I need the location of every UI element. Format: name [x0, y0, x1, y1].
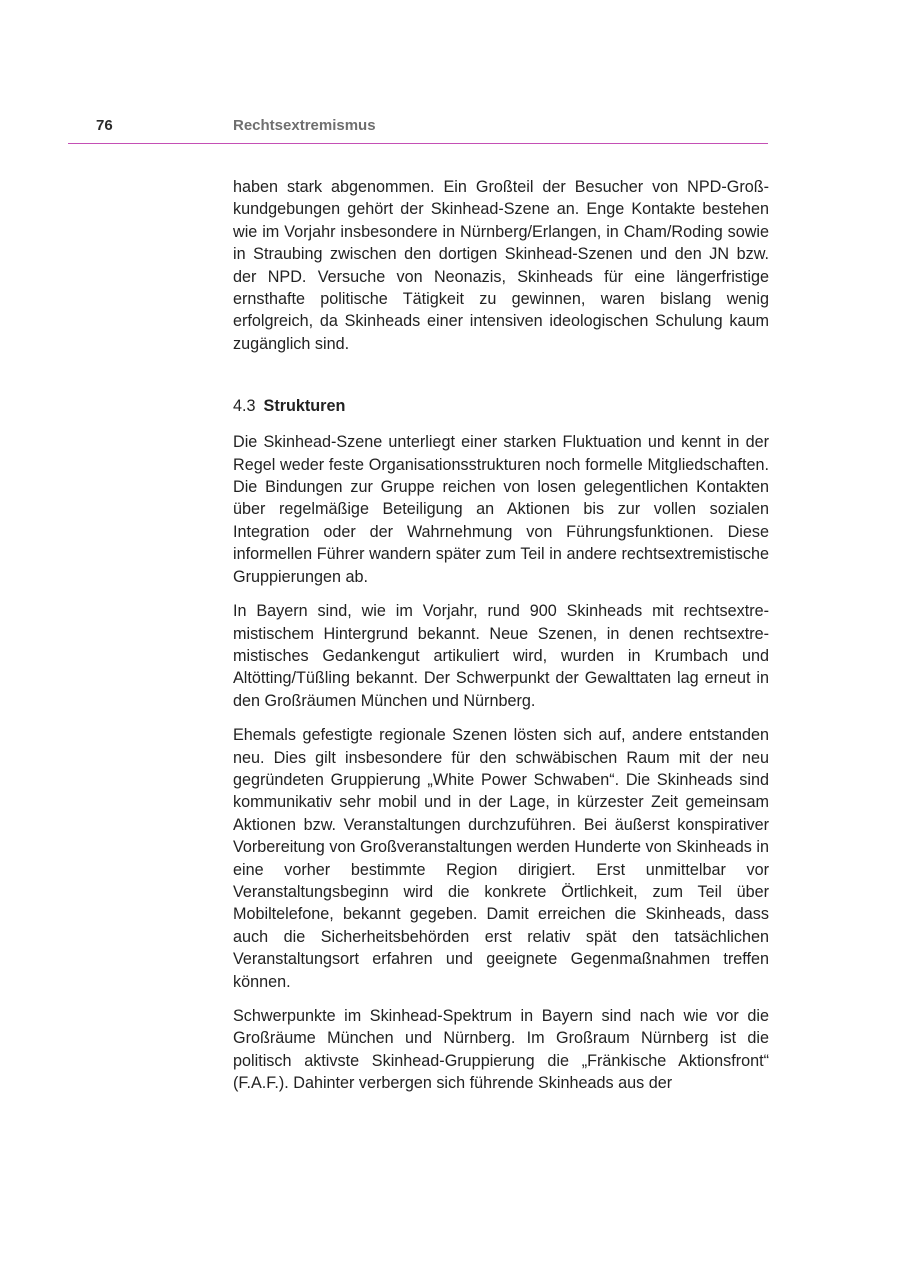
running-header-title: Rechtsextremismus	[233, 117, 376, 134]
intro-paragraph: haben stark abgenommen. Ein Großteil der Besucher von NPD-Großkundgebungen gehört der Skinhead-Szene an. Enge Kontakte bestehen wie im Vorjahr insbesondere in Nürnberg/Erlangen, in Cham/Roding sowie in Straubing zwischen den dortigen Skinhead-Szenen und den JN bzw. der NPD. Versuche von Neonazis, Skinheads für eine längerfristige ernsthafte politische Tätigkeit zu gewinnen, waren bislang wenig erfolgreich, da Skinheads einer intensiven ideologischen Schulung kaum zugänglich sind.	[233, 178, 769, 353]
body-paragraph-4: Schwerpunkte im Skinhead-Spektrum in Bayern sind nach wie vor die Großräume München und Nürnberg. Im Großraum Nürnberg ist die politisch aktivste Skinhead-Gruppierung die „Fränkische Aktionsfront“ (F.A.F.). Dahinter verbergen sich führende Skinheads aus der	[233, 1007, 769, 1093]
section-title: Strukturen	[263, 397, 346, 416]
section-number: 4.3	[233, 397, 256, 416]
page-number: 76	[96, 117, 113, 134]
section-heading	[233, 395, 769, 417]
page-body	[233, 176, 769, 1095]
body-paragraph-1: Die Skinhead-Szene unterliegt einer starken Fluktuation und kennt in der Regel weder feste Organisationsstrukturen noch formelle Mitgliedschaften. Die Bindungen zur Gruppe reichen von losen gelegentlichen Kontakten über regelmäßige Beteiligung an Aktionen bis zur vollen sozialen Integration oder der Wahrnehmung von Führungsfunktionen. Diese informellen Führer wandern später zum Teil in andere rechtsextremistische Gruppierungen ab.	[233, 433, 769, 586]
body-paragraph-3: Ehemals gefestigte regionale Szenen lösten sich auf, andere entstanden neu. Dies gilt insbesondere für den schwäbischen Raum mit der neu gegründeten Gruppierung „White Power Schwaben“. Die Skinheads sind kommunikativ sehr mobil und in der Lage, in kürzester Zeit gemeinsam Aktionen bzw. Veranstaltungen durchzuführen. Bei äußerst konspirativer Vorbereitung von Großveranstaltungen werden Hunderte von Skinheads in eine vorher bestimmte Region dirigiert. Erst unmittelbar vor Veranstaltungsbeginn wird die konkrete Örtlichkeit, zum Teil über Mobiltelefone, bekannt gegeben. Damit erreichen die Skinheads, dass auch die Sicherheitsbehörden erst relativ spät den tatsächlichen Veranstaltungsort erfahren und geeignete Gegenmaßnahmen treffen können.	[233, 726, 769, 991]
body-paragraph-2: In Bayern sind, wie im Vorjahr, rund 900 Skinheads mit rechtsextremistischem Hintergrund bekannt. Neue Szenen, in denen rechtsextremistisches Gedankengut artikuliert wird, wurden in Krumbach und Altötting/Tüßling bekannt. Der Schwerpunkt der Gewalttaten lag erneut in den Großräumen München und Nürnberg.	[233, 602, 769, 710]
running-header	[68, 117, 768, 144]
